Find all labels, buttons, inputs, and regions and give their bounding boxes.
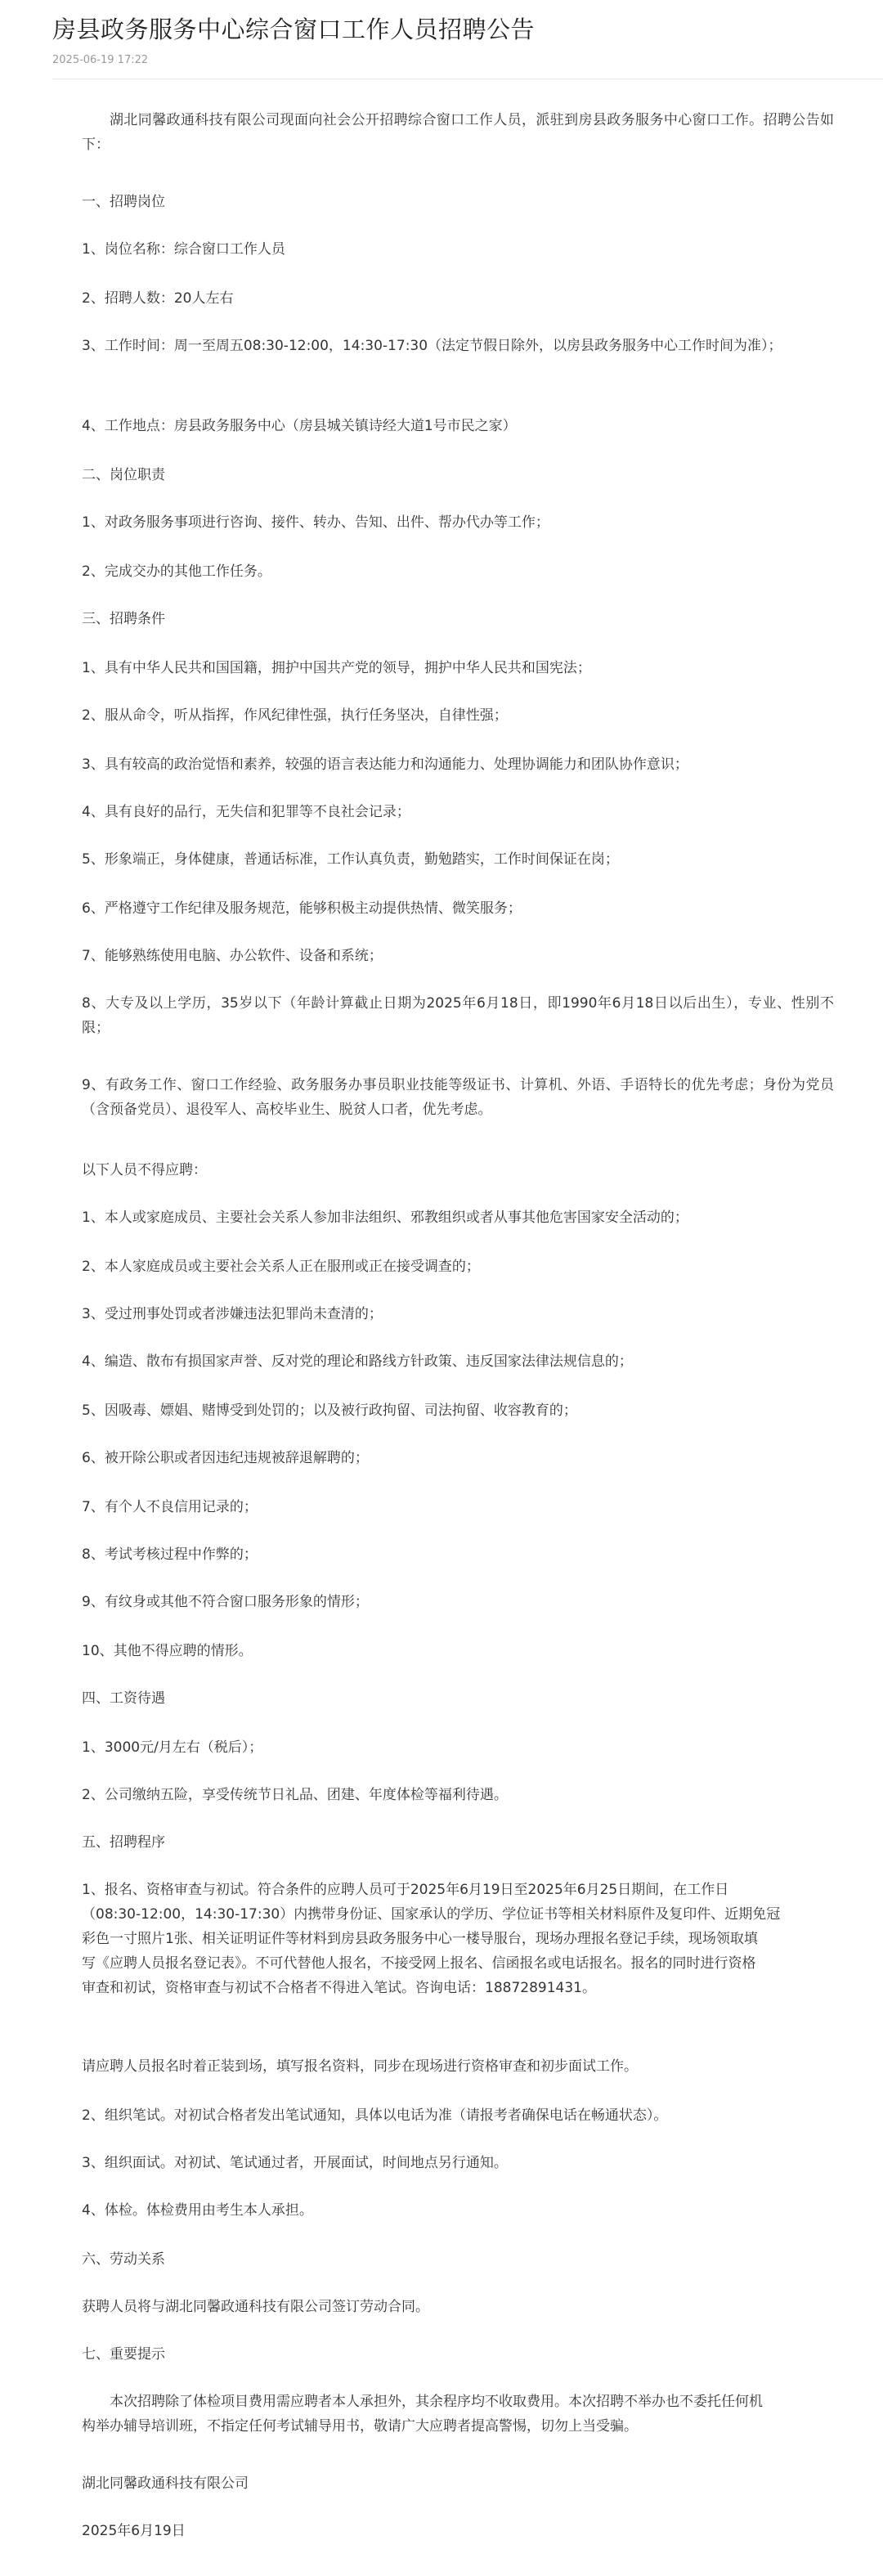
list-item: 2、本人家庭成员或主要社会关系人正在服刑或正在接受调查的； (82, 1259, 480, 1275)
section-heading: 二、岗位职责 (82, 467, 165, 483)
list-item: 1、本人或家庭成员、主要社会关系人参加非法组织、邪教组织或者从事其他危害国家安全活动的； (82, 1209, 688, 1226)
list-item: 3、组织面试。对初试、笔试通过者，开展面试，时间地点另行通知。 (82, 2155, 508, 2171)
list-item: 1、对政务服务事项进行咨询、接件、转办、告知、出件、帮办代办等工作； (82, 514, 549, 531)
article-title: 房县政务服务中心综合窗口工作人员招聘公告 (52, 16, 536, 43)
list-item: 1、3000元/月左右（税后）； (82, 1739, 263, 1756)
list-item: 5、因吸毒、嫖娼、赌博受到处罚的；以及被行政拘留、司法拘留、收容教育的； (82, 1402, 577, 1419)
list-item: 4、编造、散布有损国家声誉、反对党的理论和路线方针政策、违反国家法律法规信息的； (82, 1353, 633, 1370)
section-heading: 六、劳动关系 (82, 2251, 165, 2268)
section-heading: 七、重要提示 (82, 2346, 165, 2363)
list-item: 6、被开除公职或者因违纪违规被辞退解聘的； (82, 1450, 369, 1466)
list-item: 9、有纹身或其他不符合窗口服务形象的情形； (82, 1594, 369, 1610)
list-item: 2、组织笔试。对初试合格者发出笔试通知，具体以电话为准（请报考者确保电话在畅通状态）。 (82, 2107, 668, 2124)
section-heading: 三、招聘条件 (82, 611, 165, 627)
paragraph-line: （08:30-12:00，14:30-17:30）内携带身份证、国家承认的学历、学位证书等相关材料原件及复印件、近期免冠 (82, 1906, 781, 1923)
list-item: 7、有个人不良信用记录的； (82, 1499, 258, 1515)
procedure-step-1 (82, 1878, 834, 2000)
paragraph-line: 构举办辅导培训班，不指定任何考试辅导用书，敬请广大应聘者提高警惕，切勿上当受骗。 (82, 2418, 638, 2435)
list-item: 2、完成交办的其他工作任务。 (82, 563, 271, 580)
section-heading: 五、招聘程序 (82, 1834, 165, 1851)
signature-date: 2025年6月19日 (82, 2523, 186, 2539)
paragraph-line: 彩色一寸照片1张、相关证明证件等材料到房县政务服务中心一楼导服台，现场办理报名登记手续，现场领取填 (82, 1931, 758, 1947)
list-item: 10、其他不得应聘的情形。 (82, 1643, 253, 1659)
signature-company: 湖北同馨政通科技有限公司 (82, 2475, 249, 2492)
section-heading: 四、工资待遇 (82, 1690, 165, 1707)
list-item: 3、具有较高的政治觉悟和素养，较强的语言表达能力和沟通能力、处理协调能力和团队协作意识； (82, 756, 688, 773)
list-item: 3、工作时间：周一至周五08:30-12:00，14:30-17:30（法定节假日除外，以房县政务服务中心工作时间为准）； (82, 338, 782, 354)
list-item: 4、具有良好的品行，无失信和犯罪等不良社会记录； (82, 804, 410, 820)
intro-paragraph: 湖北同馨政通科技有限公司现面向社会公开招聘综合窗口工作人员，派驻到房县政务服务中心窗口工作。招聘公告如下： (82, 112, 834, 153)
list-item: 8、大专及以上学历，35岁以下（年龄计算截止日期为2025年6月18日，即1990年6月18日以后出生），专业、性别不限； (82, 995, 834, 1036)
list-item: 7、能够熟练使用电脑、办公软件、设备和系统； (82, 948, 383, 964)
section-heading: 以下人员不得应聘： (82, 1162, 207, 1178)
list-item: 2、服从命令，听从指挥，作风纪律性强，执行任务坚决，自律性强； (82, 707, 508, 724)
list-item: 3、受过刑事处罚或者涉嫌违法犯罪尚未查清的； (82, 1306, 383, 1322)
list-item: 8、考试考核过程中作弊的； (82, 1546, 258, 1563)
publish-date: 2025-06-19 17:22 (52, 54, 149, 66)
paragraph-line: 1、报名、资格审查与初试。符合条件的应聘人员可于2025年6月19日至2025年6月25日期间，在工作日 (82, 1882, 729, 1898)
important-notice (82, 2390, 834, 2439)
list-item: 6、严格遵守工作纪律及服务规范，能够积极主动提供热情、微笑服务； (82, 900, 522, 917)
procedure-note: 请应聘人员报名时着正装到场，填写报名资料，同步在现场进行资格审查和初步面试工作。 (82, 2058, 638, 2075)
list-item: 2、招聘人数：20人左右 (82, 290, 234, 307)
paragraph: 获聘人员将与湖北同馨政通科技有限公司签订劳动合同。 (82, 2299, 429, 2315)
list-item: 1、具有中华人民共和国国籍，拥护中国共产党的领导，拥护中华人民共和国宪法； (82, 660, 591, 676)
list-item: 5、形象端正，身体健康，普通话标准，工作认真负责，勤勉踏实，工作时间保证在岗； (82, 851, 619, 868)
paragraph-line: 审查和初试，资格审查与初试不合格者不得进入笔试。咨询电话：18872891431。 (82, 1980, 596, 1996)
list-item: 2、公司缴纳五险，享受传统节日礼品、团建、年度体检等福利待遇。 (82, 1787, 508, 1803)
paragraph-line: 写《应聘人员报名登记表》。不可代替他人报名，不接受网上报名、信函报名或电话报名。报名的同时进行资格 (82, 1955, 756, 1972)
section-heading: 一、招聘岗位 (82, 194, 165, 210)
list-item: 9、有政务工作、窗口工作经验、政务服务办事员职业技能等级证书、计算机、外语、手语特长的优先考虑；身份为党员（含预备党员）、退役军人、高校毕业生、脱贫人口者，优先考虑。 (82, 1077, 834, 1118)
paragraph-line: 本次招聘除了体检项目费用需应聘者本人承担外，其余程序均不收取费用。本次招聘不举办也不委托任何机 (110, 2394, 763, 2410)
list-item: 4、工作地点：房县政务服务中心（房县城关镇诗经大道1号市民之家） (82, 418, 517, 434)
list-item: 1、岗位名称：综合窗口工作人员 (82, 241, 285, 258)
list-item: 4、体检。体检费用由考生本人承担。 (82, 2202, 313, 2219)
